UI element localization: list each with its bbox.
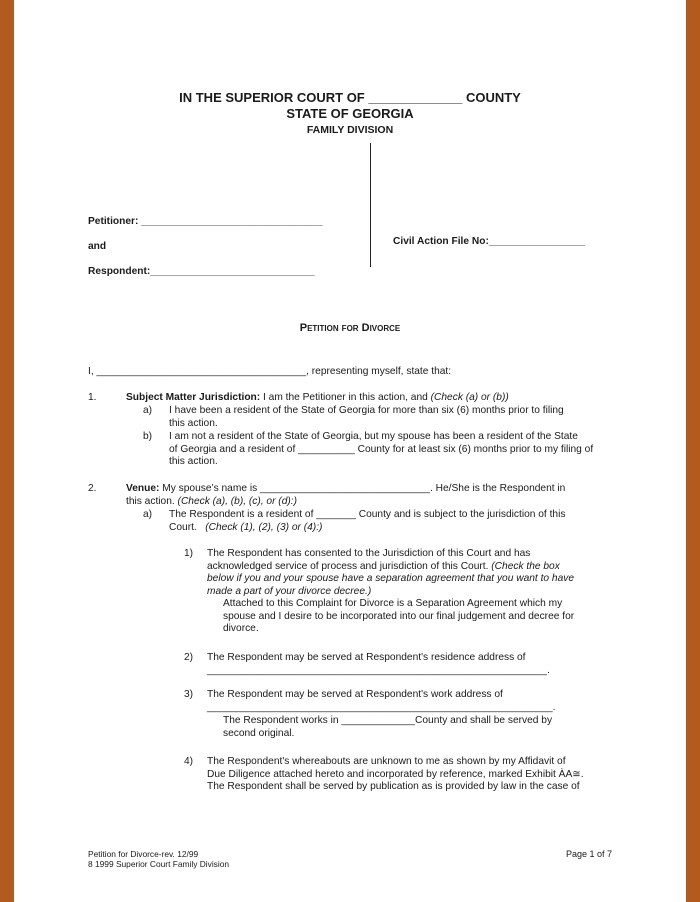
- section-2-line2-text: this action.: [126, 495, 175, 507]
- item-1-line6: spouse and I desire to be incorporated into our final judgement and decree for: [223, 610, 575, 622]
- section-2-number: 2.: [88, 483, 97, 494]
- item-4-line3: The Respondent shall be served by publication as is provided by law in the case of: [207, 781, 580, 792]
- item-3-line1: The Respondent may be served at Respondent's work address of: [207, 689, 503, 700]
- section-1-number: 1.: [88, 392, 97, 403]
- document-title: Petition for Divorce: [299, 322, 401, 334]
- footer-copyright: 8 1999 Superior Court Family Division: [88, 859, 230, 869]
- respondent-line: Respondent:_____________________________: [88, 266, 315, 277]
- item-2-address-blank: ____________________________________________________________.: [207, 665, 550, 676]
- section-1-text: I am the Petitioner in this action, and: [263, 392, 428, 403]
- item-4-line1: The Respondent's whereabouts are unknown to me as shown by my Affidavit of: [207, 756, 566, 767]
- section-1-check: (Check (a) or (b)): [430, 392, 509, 403]
- section-2-label: Venue:: [126, 483, 160, 494]
- section-1-heading: [126, 392, 509, 405]
- option-2a-line1: The Respondent is a resident of _______ County and is subject to the jurisdiction of this: [169, 509, 566, 520]
- item-2-line1: The Respondent may be served at Respondent's residence address of: [207, 652, 526, 663]
- option-1b-line1: I am not a resident of the State of Georgia, but my spouse has been a resident of the State: [169, 431, 578, 442]
- intro-statement: I, _____________________________________, representing myself, state that:: [88, 366, 452, 377]
- option-2a-line2: [169, 522, 322, 535]
- item-4-mark: 4): [184, 756, 194, 767]
- item-1-check-note: (Check the box: [491, 560, 560, 572]
- item-1-line3: below if you and your spouse have a separation agreement that you want to have: [207, 573, 574, 584]
- section-2-check: (Check (a), (b), (c), or (d):): [177, 495, 297, 507]
- item-3-line4: second original.: [223, 727, 295, 739]
- item-1-line2-text: acknowledged service of process and jurisdiction of this Court.: [207, 560, 489, 572]
- section-2-text: My spouse’s name is ______________________________. He/She is the Respondent in: [162, 483, 566, 494]
- item-1-line2: [207, 561, 560, 574]
- item-4-line2: Due Diligence attached hereto and incorporated by reference, marked Exhibit ÀA≅.: [207, 768, 584, 780]
- option-2a-line2-text: Court.: [169, 521, 197, 533]
- item-1-line4: made a part of your divorce decree.): [207, 585, 372, 597]
- section-2-line2: [126, 496, 297, 509]
- item-2-mark: 2): [184, 652, 194, 663]
- option-1a-line1: I have been a resident of the State of Georgia for more than six (6) months prior to filing: [169, 405, 564, 416]
- option-2a-check: (Check (1), (2), (3) or (4):): [205, 521, 323, 533]
- option-1b-line3: this action.: [169, 456, 218, 467]
- item-1-line5: Attached to this Complaint for Divorce is a Separation Agreement which my: [223, 598, 563, 609]
- petitioner-line: Petitioner: ________________________________: [88, 216, 323, 227]
- court-heading: IN THE SUPERIOR COURT OF _____________ COUNTY: [179, 90, 521, 105]
- state-heading: STATE OF GEORGIA: [286, 106, 414, 121]
- option-1b-line2: of Georgia and a resident of __________ County for at least six (6) months prior to my filing of: [169, 443, 594, 455]
- option-1b-mark: b): [143, 431, 153, 442]
- option-1a-mark: a): [143, 405, 153, 416]
- item-3-line3: The Respondent works in _____________County and shall be served by: [223, 715, 553, 726]
- and-label: and: [88, 241, 107, 252]
- caption-divider: [370, 143, 371, 267]
- item-1-mark: 1): [184, 548, 194, 559]
- item-1-line1: The Respondent has consented to the Jurisdiction of this Court and has: [207, 548, 531, 559]
- footer-revision: Petition for Divorce-rev. 12/99: [88, 849, 199, 859]
- civil-action-line: Civil Action File No:_________________: [393, 236, 586, 247]
- document-page: [14, 0, 686, 902]
- division-heading: FAMILY DIVISION: [306, 124, 394, 136]
- option-2a-mark: a): [143, 509, 153, 520]
- option-1a-line2: this action.: [169, 417, 218, 429]
- footer-page-number: Page 1 of 7: [566, 849, 613, 859]
- item-3-mark: 3): [184, 689, 194, 700]
- section-2-heading: [126, 483, 565, 496]
- item-1-line7: divorce.: [223, 623, 259, 634]
- section-1-label: Subject Matter Jurisdiction:: [126, 392, 261, 403]
- item-3-address-blank: _____________________________________________________________.: [207, 702, 556, 713]
